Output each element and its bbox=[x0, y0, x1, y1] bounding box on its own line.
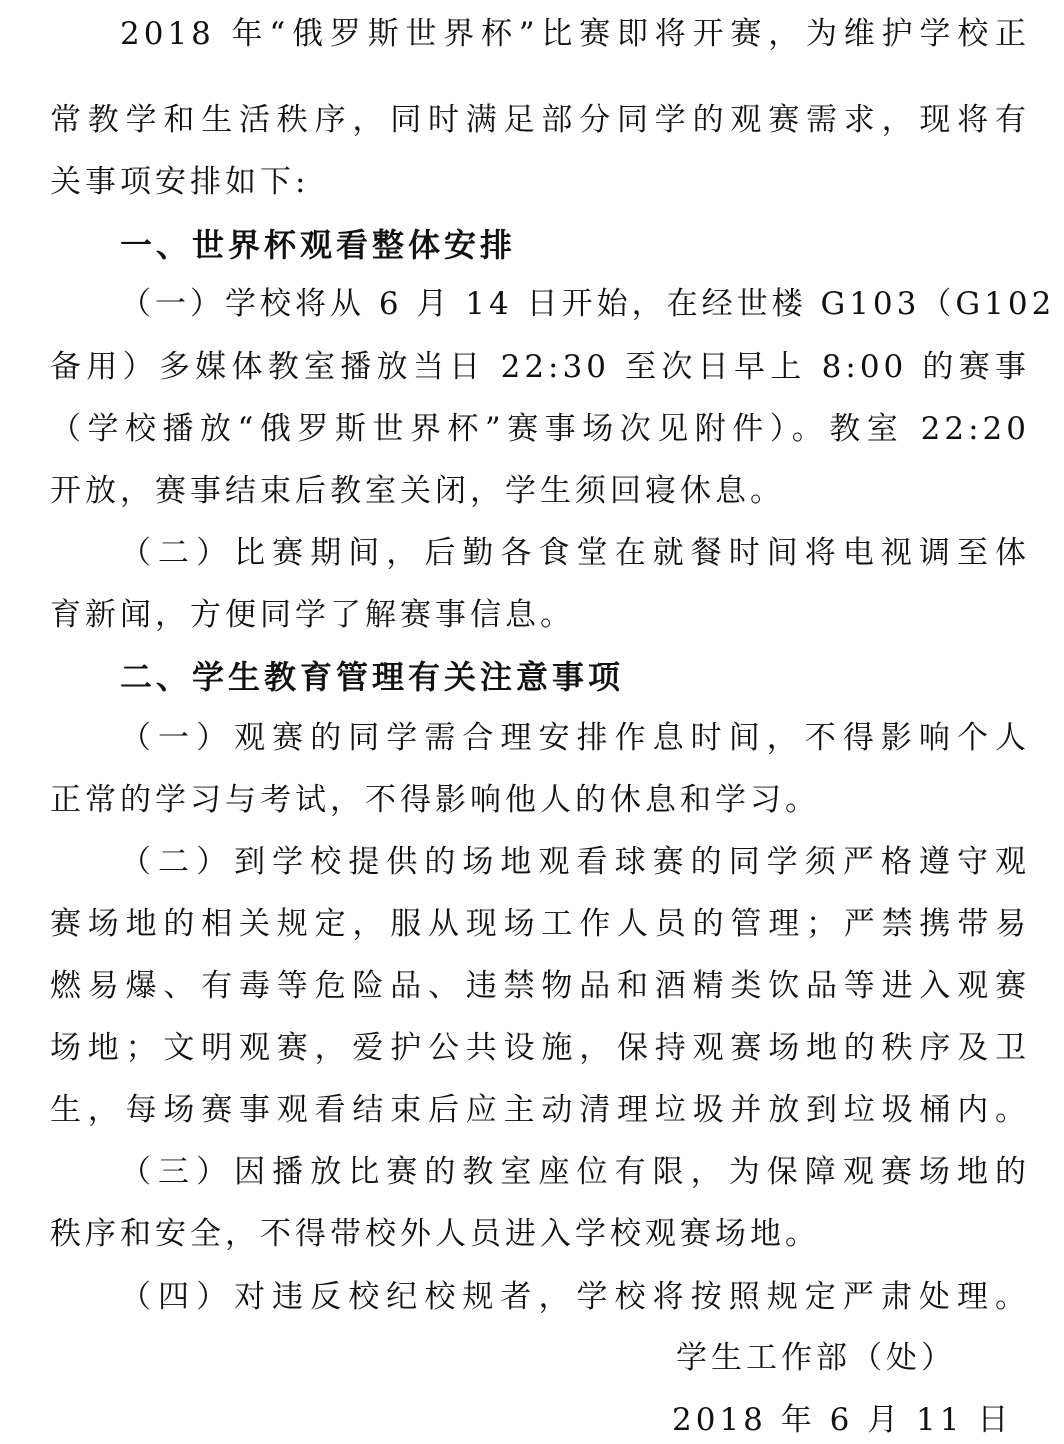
section-1-para-2-line-1: （二）比赛期间，后勤各食堂在就餐时间将电视调至体 bbox=[120, 535, 1030, 571]
section-2-para-1-line-1: （一）观赛的同学需合理安排作息时间，不得影响个人 bbox=[120, 720, 1030, 756]
section-1-para-2-line-2: 育新闻，方便同学了解赛事信息。 bbox=[50, 597, 575, 633]
section-2-para-1-line-2: 正常的学习与考试，不得影响他人的休息和学习。 bbox=[50, 782, 820, 818]
section-2-para-3-line-1: （三）因播放比赛的教室座位有限，为保障观赛场地的 bbox=[120, 1154, 1030, 1190]
section-2-para-4-line-1: （四）对违反校纪校规者，学校将按照规定严肃处理。 bbox=[120, 1279, 1030, 1315]
section-2-para-2-line-3: 燃易爆、有毒等危险品、违禁物品和酒精类饮品等进入观赛 bbox=[50, 968, 1030, 1004]
section-1-heading: 一、世界杯观看整体安排 bbox=[120, 226, 517, 264]
section-2-para-2-line-5: 生，每场赛事观看结束后应主动清理垃圾并放到垃圾桶内。 bbox=[50, 1092, 1030, 1128]
section-2-para-3-line-2: 秩序和安全，不得带校外人员进入学校观赛场地。 bbox=[50, 1216, 820, 1252]
section-1-para-1-line-1: （一）学校将从 6 月 14 日开始，在经世楼 G103（G102 bbox=[120, 286, 1056, 322]
section-2-para-2-line-4: 场地；文明观赛，爱护公共设施，保持观赛场地的秩序及卫 bbox=[50, 1030, 1030, 1066]
signature-date: 2018 年 6 月 11 日 bbox=[672, 1402, 1013, 1438]
section-2-para-2-line-1: （二）到学校提供的场地观看球赛的同学须严格遵守观 bbox=[120, 844, 1030, 880]
section-2-heading: 二、学生教育管理有关注意事项 bbox=[120, 658, 625, 696]
section-1-para-1-line-4: 开放，赛事结束后教室关闭，学生须回寝休息。 bbox=[50, 473, 785, 509]
section-1-para-1-line-3: （学校播放“俄罗斯世界杯”赛事场次见附件）。教室 22:20 bbox=[50, 411, 1030, 447]
intro-line-1: 2018 年“俄罗斯世界杯”比赛即将开赛，为维护学校正 bbox=[120, 16, 1030, 52]
section-1-para-1-line-2: 备用）多媒体教室播放当日 22:30 至次日早上 8:00 的赛事 bbox=[50, 349, 1030, 385]
intro-line-2: 常教学和生活秩序，同时满足部分同学的观赛需求，现将有 bbox=[50, 102, 1030, 138]
section-2-para-2-line-2: 赛场地的相关规定，服从现场工作人员的管理；严禁携带易 bbox=[50, 906, 1030, 942]
intro-line-3: 关事项安排如下: bbox=[50, 164, 310, 200]
signature-org: 学生工作部（处） bbox=[676, 1340, 956, 1376]
